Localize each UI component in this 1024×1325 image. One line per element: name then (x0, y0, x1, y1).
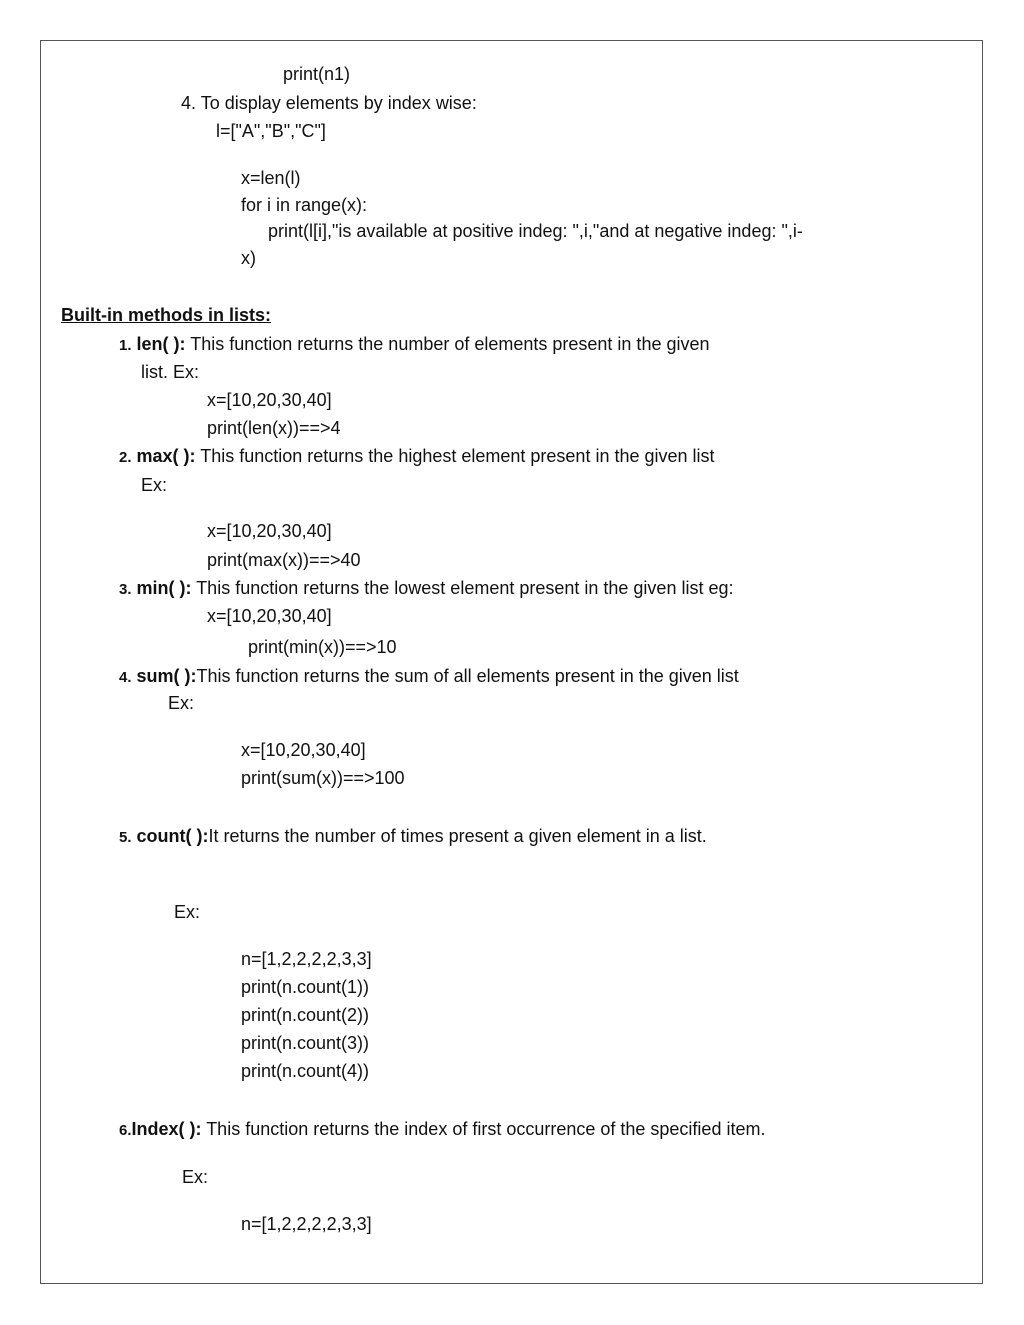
code-line: x=[10,20,30,40] (207, 390, 332, 410)
method-min (119, 576, 733, 602)
code-line: print(max(x))==>40 (207, 550, 361, 570)
method-desc: This function returns the index of first occurrence of the specified item. (201, 1119, 766, 1139)
code-line: print(len(x))==>4 (207, 418, 341, 438)
method-name: sum( ): (136, 666, 197, 686)
code-line: print(n.count(4)) (241, 1061, 370, 1081)
method-desc: This function returns the number of elements present in the given (185, 334, 710, 354)
example-label: Ex: (174, 902, 201, 922)
method-desc-cont: list. Ex: (141, 362, 200, 382)
method-desc: This function returns the highest element present in the given list (195, 446, 715, 466)
method-desc: This function returns the sum of all elements present in the given list (196, 666, 739, 686)
method-count (119, 824, 707, 850)
list-item-heading: 4. To display elements by index wise: (181, 93, 477, 113)
code-line: n=[1,2,2,2,2,3,3] (241, 949, 372, 969)
example-label: Ex: (168, 693, 195, 713)
item-number: 2. (119, 449, 132, 466)
code-line: print(min(x))==>10 (248, 637, 397, 657)
method-name: count( ): (136, 826, 209, 846)
section-title: Built-in methods in lists: (61, 305, 271, 325)
code-line: for i in range(x): (241, 195, 368, 215)
example-label: Ex: (141, 475, 168, 495)
method-len (119, 332, 710, 358)
item-number: 3. (119, 581, 132, 598)
item-number: 4. (119, 669, 132, 686)
code-line: x) (241, 248, 256, 268)
code-line: x=[10,20,30,40] (207, 606, 332, 626)
method-name: len( ): (136, 334, 186, 354)
code-line: print(n.count(1)) (241, 977, 370, 997)
code-line: x=[10,20,30,40] (207, 521, 332, 541)
method-desc: This function returns the lowest element present in the given list eg: (191, 578, 734, 598)
method-index (119, 1117, 765, 1143)
item-number: 5. (119, 829, 132, 846)
method-sum (119, 664, 739, 690)
method-name: max( ): (136, 446, 196, 466)
code-line: l=["A","B","C"] (216, 121, 326, 141)
method-name: min( ): (136, 578, 192, 598)
method-desc: It returns the number of times present a given element in a list. (208, 826, 707, 846)
example-label: Ex: (182, 1167, 209, 1187)
code-line: x=len(l) (241, 168, 301, 188)
code-line: n=[1,2,2,2,2,3,3] (241, 1214, 372, 1234)
code-line: print(n.count(3)) (241, 1033, 370, 1053)
item-number: 6. (119, 1122, 132, 1139)
code-line: print(n1) (283, 64, 351, 84)
item-number: 1. (119, 337, 132, 354)
code-line: print(l[i],"is available at positive indeg: ",i,"and at negative indeg: ",i- (268, 221, 803, 241)
code-line: print(n.count(2)) (241, 1005, 370, 1025)
method-max (119, 444, 715, 470)
code-line: print(sum(x))==>100 (241, 768, 405, 788)
code-line: x=[10,20,30,40] (241, 740, 366, 760)
method-name: Index( ): (131, 1119, 202, 1139)
